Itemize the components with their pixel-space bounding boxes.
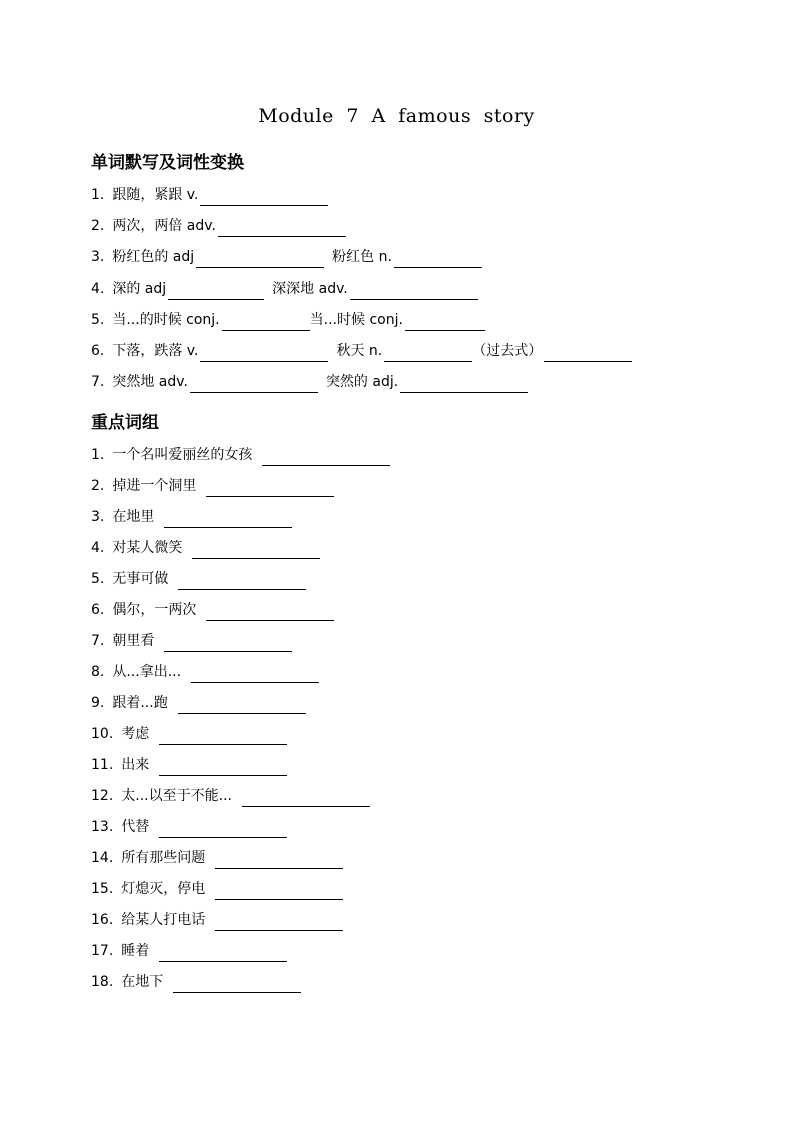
answer-blank[interactable] [544, 344, 632, 362]
answer-blank[interactable] [196, 250, 324, 268]
section-heading-vocabulary: 单词默写及词性变换 [91, 153, 244, 173]
vocab-item [91, 340, 632, 362]
item-prompt: 两次，两倍 adv. [112, 218, 216, 234]
item-number: 4. [91, 540, 105, 556]
vocab-item [91, 371, 528, 393]
vocab-item [91, 309, 485, 331]
item-number: 18. [91, 974, 114, 990]
item-prompt: 下落，跌落 v. [112, 343, 199, 359]
answer-blank[interactable] [222, 313, 310, 331]
item-number: 13. [91, 819, 114, 835]
item-number: 3. [91, 509, 105, 525]
item-number: 8. [91, 664, 105, 680]
phrase-item [91, 537, 320, 559]
item-prompt: 当...的时候 conj. [112, 312, 220, 328]
item-prompt: （过去式） [472, 343, 543, 359]
answer-blank[interactable] [178, 572, 306, 590]
item-prompt: 太...以至于不能... [121, 788, 232, 804]
item-prompt: 一个名叫爱丽丝的女孩 [112, 447, 253, 463]
answer-blank[interactable] [242, 789, 370, 807]
answer-blank[interactable] [206, 603, 334, 621]
phrase-item [91, 940, 287, 962]
answer-blank[interactable] [200, 188, 328, 206]
item-prompt: 在地下 [121, 974, 164, 990]
answer-blank[interactable] [190, 375, 318, 393]
answer-blank[interactable] [159, 820, 287, 838]
answer-blank[interactable] [262, 448, 390, 466]
vocab-item [91, 184, 328, 206]
item-number: 16. [91, 912, 114, 928]
answer-blank[interactable] [159, 727, 287, 745]
phrase-item [91, 475, 334, 497]
item-number: 6. [91, 343, 105, 359]
phrase-item [91, 785, 370, 807]
answer-blank[interactable] [215, 882, 343, 900]
page-title: Module 7 A famous story [258, 105, 535, 127]
phrase-item [91, 630, 292, 652]
item-number: 1. [91, 447, 105, 463]
item-prompt: 出来 [121, 757, 150, 773]
answer-blank[interactable] [192, 541, 320, 559]
item-number: 6. [91, 602, 105, 618]
item-number: 14. [91, 850, 114, 866]
phrase-item [91, 847, 343, 869]
answer-blank[interactable] [191, 665, 319, 683]
answer-blank[interactable] [168, 282, 264, 300]
item-prompt: 秋天 n. [336, 343, 383, 359]
item-prompt: 在地里 [112, 509, 155, 525]
item-number: 15. [91, 881, 114, 897]
item-number: 5. [91, 312, 105, 328]
item-number: 17. [91, 943, 114, 959]
item-prompt: 跟着...跑 [112, 695, 168, 711]
item-prompt: 朝里看 [112, 633, 155, 649]
item-prompt: 突然的 adj. [325, 374, 399, 390]
item-number: 11. [91, 757, 114, 773]
item-number: 10. [91, 726, 114, 742]
answer-blank[interactable] [394, 250, 482, 268]
answer-blank[interactable] [218, 219, 346, 237]
answer-blank[interactable] [350, 282, 478, 300]
item-prompt: 深深地 adv. [272, 281, 348, 297]
answer-blank[interactable] [164, 634, 292, 652]
item-number: 9. [91, 695, 105, 711]
item-prompt: 考虑 [121, 726, 150, 742]
answer-blank[interactable] [206, 479, 334, 497]
item-prompt: 粉红色的 adj [112, 249, 195, 265]
vocab-item [91, 246, 482, 268]
phrase-item [91, 506, 292, 528]
item-prompt: 对某人微笑 [112, 540, 183, 556]
item-prompt: 深的 adj [112, 281, 167, 297]
answer-blank[interactable] [159, 758, 287, 776]
phrase-item [91, 661, 319, 683]
item-number: 1. [91, 187, 105, 203]
item-prompt: 无事可做 [112, 571, 169, 587]
answer-blank[interactable] [200, 344, 328, 362]
vocab-item [91, 278, 478, 300]
item-number: 2. [91, 218, 105, 234]
answer-blank[interactable] [215, 851, 343, 869]
answer-blank[interactable] [400, 375, 528, 393]
item-prompt: 给某人打电话 [121, 912, 206, 928]
answer-blank[interactable] [173, 975, 301, 993]
phrase-item [91, 599, 334, 621]
phrase-item [91, 723, 287, 745]
answer-blank[interactable] [405, 313, 485, 331]
phrase-item [91, 909, 343, 931]
answer-blank[interactable] [384, 344, 472, 362]
item-prompt: 偶尔，一两次 [112, 602, 197, 618]
item-prompt: 突然地 adv. [112, 374, 188, 390]
item-number: 5. [91, 571, 105, 587]
item-number: 2. [91, 478, 105, 494]
item-number: 7. [91, 374, 105, 390]
item-prompt: 跟随，紧跟 v. [112, 187, 199, 203]
item-prompt: 当...时候 conj. [309, 312, 403, 328]
answer-blank[interactable] [164, 510, 292, 528]
item-number: 12. [91, 788, 114, 804]
item-prompt: 睡着 [121, 943, 150, 959]
item-prompt: 粉红色 n. [332, 249, 392, 265]
item-prompt: 从...拿出... [112, 664, 182, 680]
phrase-item [91, 971, 301, 993]
item-number: 3. [91, 249, 105, 265]
phrase-item [91, 692, 306, 714]
item-number: 7. [91, 633, 105, 649]
section-heading-phrases: 重点词组 [91, 413, 159, 433]
item-prompt: 灯熄灭，停电 [121, 881, 206, 897]
item-prompt: 掉进一个洞里 [112, 478, 197, 494]
answer-blank[interactable] [159, 944, 287, 962]
answer-blank[interactable] [178, 696, 306, 714]
vocab-item [91, 215, 346, 237]
item-number: 4. [91, 281, 105, 297]
answer-blank[interactable] [215, 913, 343, 931]
phrase-item [91, 816, 287, 838]
item-prompt: 所有那些问题 [121, 850, 206, 866]
item-prompt: 代替 [121, 819, 150, 835]
phrase-item [91, 568, 306, 590]
phrase-item [91, 444, 390, 466]
phrase-item [91, 878, 343, 900]
phrase-item [91, 754, 287, 776]
